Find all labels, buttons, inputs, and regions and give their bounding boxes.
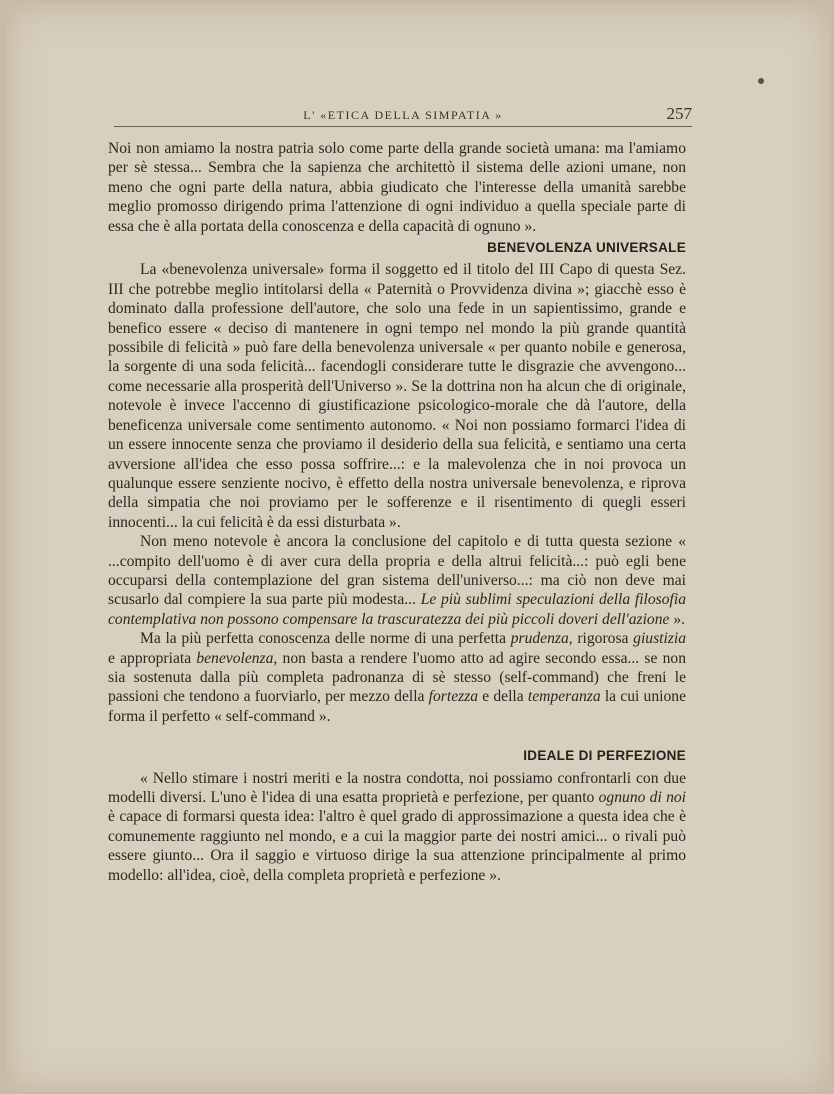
- italic-term: giustizia: [633, 630, 686, 648]
- paragraph-text: , non basta a rendere l'uomo atto ad agire secondo essa... se non sia sostenuta dalla più completa padronanza di sè stesso (self-command) che freni le passioni che tendono a fuorviarlo, per mezzo della: [108, 649, 686, 706]
- intro-paragraph: Noi non amiamo la nostra patria solo come parte della grande società umana: ma l'amiamo per sè stessa... Sembra che la sapienza che architettò il sistema delle azioni umane, non meno che ogni parte della natura, abbia giudicato che l'interesse della umanità sarebbe meglio promosso dirigendo prima l'attenzione di ogni individuo a quella speciale parte di essa che è alla portata della conoscenza e della capacità di ognuno ».: [108, 140, 686, 235]
- page-body: [108, 139, 686, 885]
- paragraph-benevolenza-2: [108, 532, 686, 629]
- page-header: [114, 104, 692, 127]
- italic-term: ognuno di noi: [598, 789, 686, 806]
- paragraph-text: e della: [478, 688, 528, 706]
- paragraph-perfezione: [108, 769, 686, 885]
- italic-term: temperanza: [527, 688, 601, 706]
- paragraph-benevolenza-3: [108, 629, 686, 726]
- paragraph-text: , rigorosa: [568, 630, 634, 648]
- page-number: 257: [666, 104, 692, 123]
- paragraph-text: Non meno notevole è ancora la conclusione del capitolo e di tutta questa sezione « ...compito dell'uomo è di aver cura della propria e della altrui felicità...: può egli bene occuparsi della contemplazione del gran sistema dell'universo...: ma ciò non deve mai scusarlo dal compiere la sua parte più modesta...: [108, 533, 686, 609]
- italic-term: benevolenza: [196, 649, 274, 667]
- paragraph-text: Ma la più perfetta conoscenza delle norme di una perfetta: [140, 630, 511, 648]
- paragraph-text: ».: [669, 610, 686, 628]
- paragraph-text: è capace di formarsi questa idea: l'altro è quel grado di approssimazione a questa idea che è comunemente raggiunto nel mondo, e a cui la maggior parte dei nostri amici... o rivali può essere giunto... Ora il saggio e virtuoso dirige la sua attenzione principalmente al primo modello: all'idea, cioè, della completa proprietà e perfezione ».: [108, 808, 686, 884]
- paragraph-italic: Le più sublimi speculazioni della filosofia contemplativa non possono compensare la trascuratezza dei più piccoli doveri dell'azione: [108, 591, 686, 628]
- paragraph-text: « Nello stimare i nostri meriti e la nostra condotta, noi possiamo confrontarli con due modelli diversi. L'uno è l'idea di una esatta proprietà e perfezione, per quanto: [108, 769, 686, 806]
- italic-term: prudenza: [510, 630, 569, 648]
- italic-term: fortezza: [428, 688, 479, 706]
- section-heading-perfezione: IDEALE DI PERFEZIONE: [523, 748, 686, 764]
- running-head: L' «ETICA DELLA SIMPATIA »: [303, 108, 503, 122]
- paragraph-text: e appropriata: [108, 649, 197, 667]
- paragraph-text: la cui unione forma il perfetto « self-command ».: [108, 688, 686, 725]
- paragraph-benevolenza-1: La «benevolenza universale» forma il soggetto ed il titolo del III Capo di questa Sez. III che potrebbe meglio intitolarsi della « Paternità o Provvidenza divina »; giacchè esso è dominato dalla professione dell'autore, che solo una fede in un sapientissimo, grande e benefico essere « deciso di mantenere in ogni tempo nel mondo la più grande quantità possibile di felicità » può fare della benevolenza universale « per quanto nobile e generosa, la sorgente di una soda felicità... facendogli considerare tutte le disgrazie che avvengono... come necessarie alla prosperità dell'Universo ». Se la dottrina non ha alcun che di originale, notevole è invece l'accenno di giustificazione psicologico-morale che dà l'autore, della beneficenza universale come sentimento autonomo. « Noi non possiamo formarci l'idea di un essere innocente senza che proviamo il desiderio della sua felicità, e sentiamo una certa avversione all'idea che esso possa soffrire...: e la malevolenza che in noi provoca un qualunque essere senziente nocivo, è effetto della nostra universale benevolenza, e riprova della simpatia che noi proviamo per le sofferenze e il risentimento di quegli esseri innocenti... la cui felicità è da essi disturbata ».: [108, 261, 686, 531]
- section-heading-benevolenza: BENEVOLENZA UNIVERSALE: [487, 240, 686, 256]
- paper-speck: [758, 78, 764, 84]
